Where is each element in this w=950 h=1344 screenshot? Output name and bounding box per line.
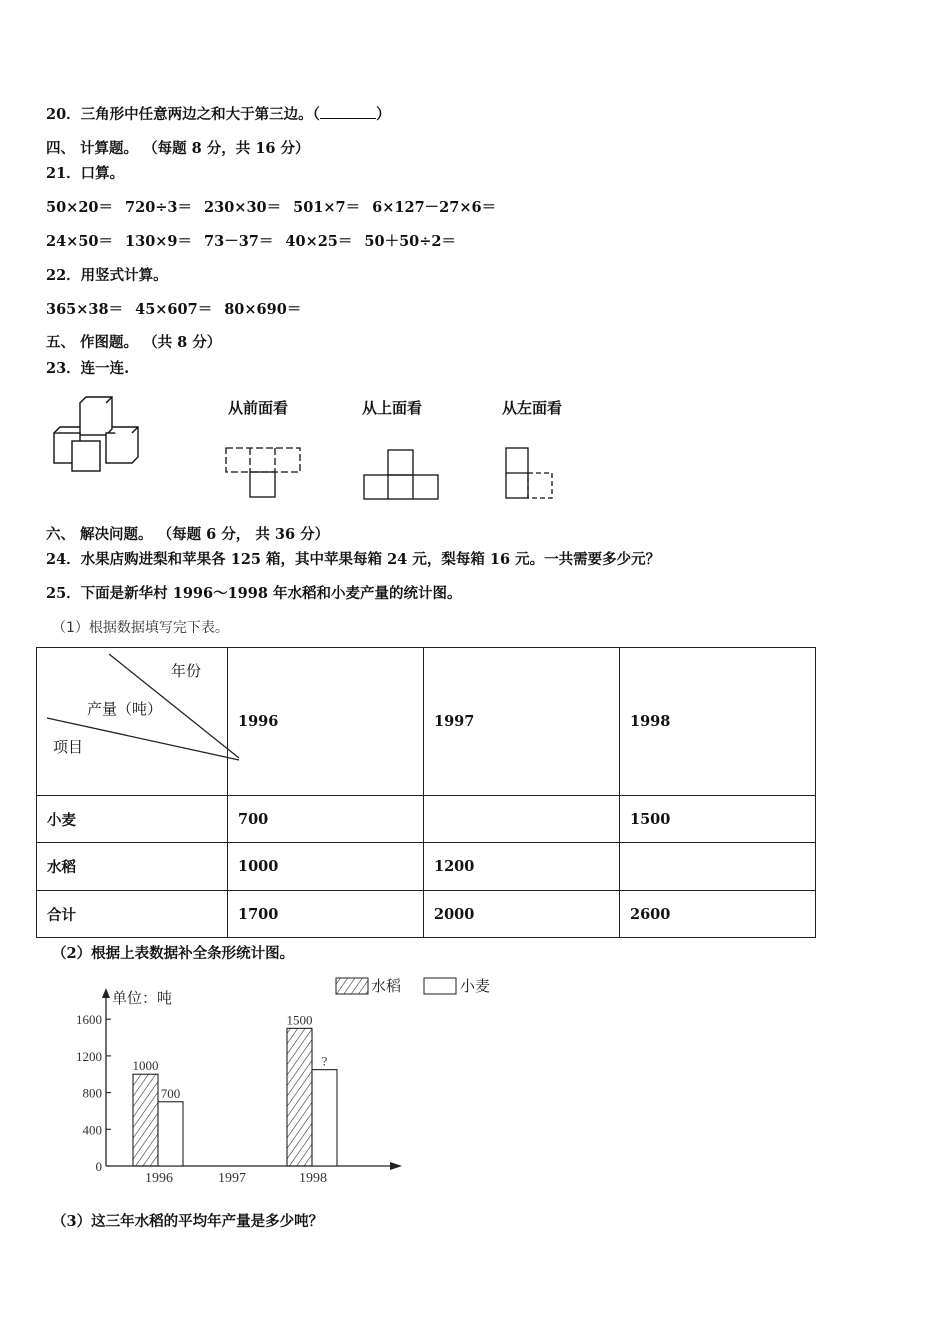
table-cell: 1200	[424, 843, 620, 891]
section-5-title: 五、 作图题。 （共 8 分）	[46, 334, 222, 351]
calc-item: 73－37＝	[204, 233, 274, 250]
q21-row2	[46, 230, 456, 251]
table-row	[37, 843, 816, 891]
calc-item: 720÷3＝	[125, 199, 193, 216]
bar-label-wheat: 700	[160, 1085, 181, 1101]
year-header: 1996	[228, 648, 424, 796]
diagonal-header-cell	[37, 648, 228, 796]
calc-item: 40×25＝	[285, 233, 353, 250]
table-cell: 1500	[620, 796, 816, 843]
q20-text: 20．三角形中任意两边之和大于第三边。（	[46, 106, 320, 123]
q25-sub3: （3）这三年水稻的平均年产量是多少吨？	[52, 1213, 324, 1230]
row-label: 小麦	[37, 796, 228, 843]
section-4-title: 四、 计算题。 （每题 8 分，共 16 分）	[46, 140, 310, 157]
legend-label-rice: 水稻	[371, 979, 402, 995]
view-shape-front[interactable]	[222, 444, 304, 500]
q25-sub1: （1）根据数据填写完下表。	[52, 620, 229, 636]
table-cell: 700	[228, 796, 424, 843]
table-cell: 2600	[620, 891, 816, 938]
legend-label-wheat: 小麦	[460, 979, 491, 995]
calc-item: 501×7＝	[293, 199, 361, 216]
table-cell: 1000	[228, 843, 424, 891]
q24-text: 24．水果店购进梨和苹果各 125 箱，其中苹果每箱 24 元，梨每箱 16 元。一共需要多少元？	[46, 551, 661, 568]
calc-item: 6×127－27×6＝	[372, 199, 497, 216]
calc-item: 80×690＝	[224, 301, 302, 318]
y-tick-label: 0	[95, 1159, 102, 1174]
header-item-label: 项目	[53, 738, 84, 756]
x-tick-label: 1996	[145, 1171, 173, 1186]
x-tick-label: 1997	[218, 1171, 246, 1186]
view-shape-top[interactable]	[360, 447, 442, 501]
answer-blank[interactable]	[320, 106, 376, 119]
legend-swatch-rice	[336, 978, 368, 994]
view-label-top: 从上面看	[362, 399, 423, 417]
table-row	[37, 891, 816, 938]
table-row	[37, 796, 816, 843]
y-tick-label: 400	[82, 1122, 102, 1138]
bar-label-rice: 1500	[286, 1012, 313, 1028]
y-axis-arrow	[102, 988, 110, 998]
header-year-label: 年份	[171, 662, 202, 680]
table-cell-blank[interactable]	[424, 796, 620, 843]
q25-sub2: （2）根据上表数据补全条形统计图。	[52, 945, 295, 962]
calc-item: 50＋50÷2＝	[364, 233, 457, 250]
x-tick-label: 1998	[299, 1171, 327, 1186]
cube-stack-figure	[50, 393, 150, 473]
bar-wheat	[158, 1102, 183, 1166]
y-tick-label: 1200	[76, 1048, 102, 1064]
table-cell: 2000	[424, 891, 620, 938]
y-tick-label: 800	[82, 1085, 102, 1101]
legend-swatch-wheat	[424, 978, 456, 994]
bar-rice	[133, 1074, 158, 1166]
production-table	[36, 647, 816, 938]
bar-wheat	[312, 1070, 337, 1166]
q23-title: 23．连一连.	[46, 360, 130, 377]
y-tick-label: 1600	[76, 1012, 102, 1028]
calc-item: 365×38＝	[46, 301, 124, 318]
table-cell-blank[interactable]	[620, 843, 816, 891]
row-label: 合计	[37, 891, 228, 938]
q25-text: 25．下面是新华村 1996～1998 年水稻和小麦产量的统计图。	[46, 585, 462, 602]
q22-title: 22．用竖式计算。	[46, 267, 168, 284]
x-axis-arrow	[390, 1162, 402, 1170]
calc-item: 24×50＝	[46, 233, 114, 250]
calc-item: 50×20＝	[46, 199, 114, 216]
view-label-left: 从左面看	[502, 399, 563, 417]
bar-rice	[287, 1028, 312, 1166]
calc-item: 230×30＝	[204, 199, 282, 216]
q20	[46, 103, 390, 124]
view-label-front: 从前面看	[228, 399, 289, 417]
header-output-label: 产量（吨）	[87, 700, 163, 718]
bar-label-wheat: ?	[321, 1053, 328, 1069]
row-label: 水稻	[37, 843, 228, 891]
table-cell: 1700	[228, 891, 424, 938]
q21-title: 21．口算。	[46, 165, 125, 182]
calc-item: 45×607＝	[135, 301, 213, 318]
diagonal-lines	[37, 648, 248, 794]
bar-chart	[60, 970, 491, 1192]
year-header: 1998	[620, 648, 816, 796]
calc-item: 130×9＝	[125, 233, 193, 250]
unit-label: 单位：吨	[112, 991, 173, 1007]
q22-row	[46, 298, 301, 319]
bar-label-rice: 1000	[132, 1058, 159, 1074]
year-header: 1997	[424, 648, 620, 796]
q20-tail: ）	[375, 106, 391, 123]
q21-row1	[46, 196, 496, 217]
view-shape-left[interactable]	[500, 444, 556, 502]
section-6-title: 六、 解决问题。 （每题 6 分， 共 36 分）	[46, 526, 330, 543]
